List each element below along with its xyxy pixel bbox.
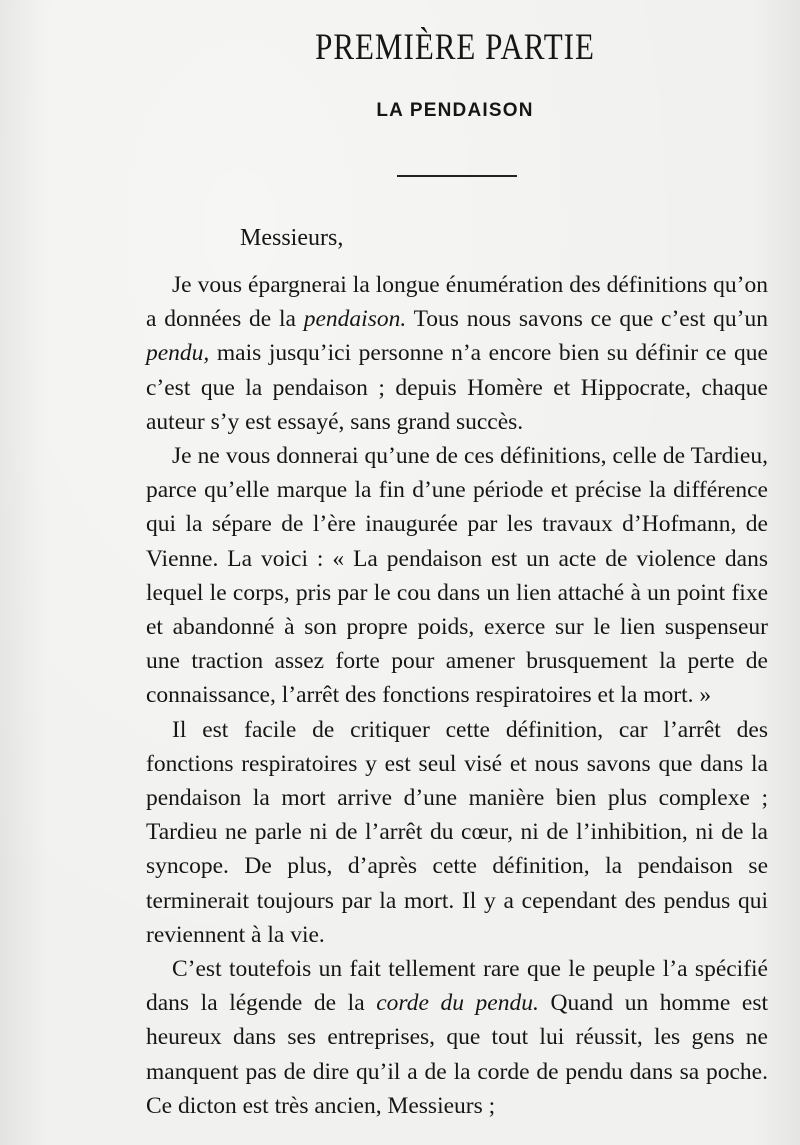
paragraph-4-italic-corde-du-pendu: corde du pendu. (376, 990, 539, 1017)
body-text (146, 268, 768, 1123)
paragraph-2: Je ne vous donnerai qu’une de ces définitions, celle de Tardieu, parce qu’elle marque la fin d’une période et précise la différence qui la sépare de l’ère inaugurée par les travaux d’Hofmann, de Vienne. La voici : « La pendaison est un acte de violence dans lequel le corps, pris par le cou dans un lien attaché à un point fixe et abandonné à son propre poids, exerce sur le lien suspenseur une traction assez forte pour amener brusquement la perte de connaissance, l’arrêt des fonctions respiratoires et la mort. » (146, 443, 768, 709)
chapter-title: LA PENDAISON (376, 100, 534, 121)
paragraph-1-text-c: mais jusqu’ici personne n’a encore bien su définir ce que c’est que la pendaison ; depuis Homère et Hippocrate, chaque auteur s’y est essayé, sans grand succès. (146, 340, 768, 435)
paragraph-4-text-a: C’est toutefois un fait tellement rare que le peuple l’a spécifié dans la légende de la (146, 956, 768, 1017)
paragraph-4-text-b: Quand un homme est heureux dans ses entreprises, que tout lui réussit, les gens ne manquent pas de dire qu’il a de la corde de pendu dans sa poche. Ce dicton est très ancien, Messieurs ; (146, 990, 769, 1119)
paragraph-1-text-a: Je vous épargnerai la longue énumération des définitions qu’on a données de la (146, 272, 768, 333)
salutation: Messieurs, (240, 225, 344, 251)
paragraph-1 (146, 268, 768, 439)
paragraph-1-italic-pendu: pendu, (146, 340, 210, 367)
paragraph-3: Il est facile de critiquer cette définition, car l’arrêt des fonctions respiratoires y est seul visé et nous savons que dans la pendaison la mort arrive d’une manière bien plus complexe ; Tardieu ne parle ni de l’arrêt du cœur, ni de l’inhibition, ni de la syncope. De plus, d’après cette définition, la pendaison se terminerait toujours par la mort. Il y a cependant des pendus qui reviennent à la vie. (146, 716, 768, 948)
part-title: PREMIÈRE PARTIE (315, 26, 595, 68)
paragraph-1-text-b: Tous nous savons ce que c’est qu’un (406, 306, 769, 333)
paragraph-4 (146, 952, 768, 1123)
title-divider-rule (397, 175, 517, 177)
paragraph-1-italic-pendaison: pendaison. (303, 306, 407, 333)
